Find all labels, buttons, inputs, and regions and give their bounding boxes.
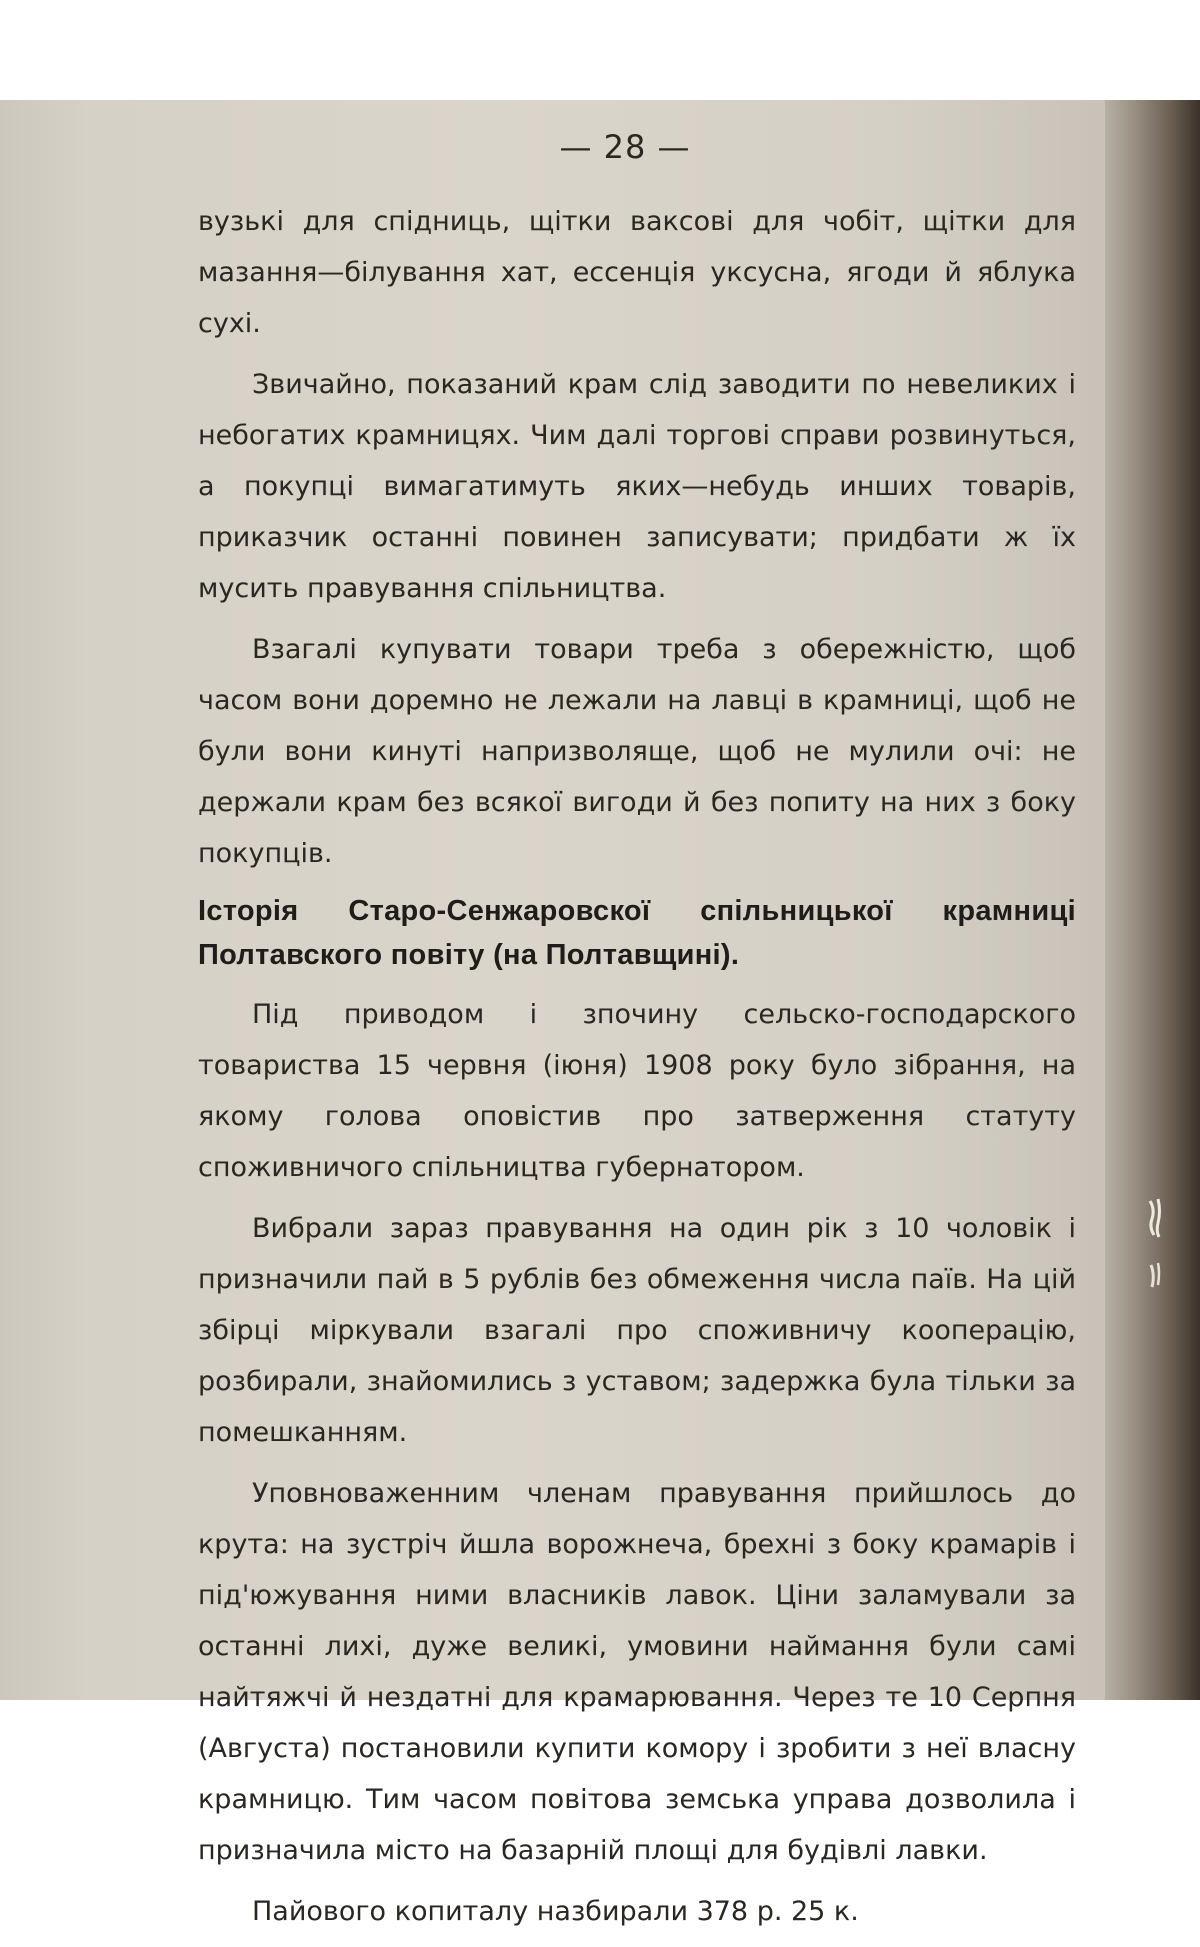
paragraph: Вибрали зараз правування на один рік з 10 чоловік і призначили пай в 5 рублів без обмеження числа паїв. На цій збірці міркували взагалі про споживничу кооперацію, розбирали, знайомились з уставом; задержка була тільки за помешканням. xyxy=(198,1213,1076,1448)
paragraph: Звичайно, показаний крам слід заводити по невеликих і небогатих крамницях. Чим далі торгові справи розвинуться, а покупці вимагатимуть яких—небудь инших товарів, приказчик останні повинен записувати; придбати ж їх мусить правування спільництва. xyxy=(198,369,1076,604)
paragraph: Взагалі купувати товари треба з обережністю, щоб часом вони доремно не лежали на лавці в крамниці, щоб не були вони кинуті напризволяще, щоб не мулили очі: не держали крам без всякої вигоди й без попиту на них з боку покупців. xyxy=(198,634,1076,869)
paragraph: Уповноваженним членам правування прийшлось до крута: на зустріч йшла ворожнеча, брехні з боку крамарів і під'южування ними власників лавок. Ціни заламували за останні лихі, дуже великі, умовини наймання були самі найтяжчі й нездатні для крамарювання. Через те 10 Серпня (Августа) постановили купити комору і зробити з неї власну крамницю. Тим часом повітова земська управа дозволила і призначила місто на базарній площі для будівлі лавки. xyxy=(198,1478,1076,1866)
page-text xyxy=(198,196,1076,1947)
section-heading: Історія Старо-Сенжаровскої спільницької крамниці Полтавского повіту (на Полтавщині). xyxy=(198,895,1076,971)
paragraph: Під приводом і зпочину сельско-господарского товариства 15 червня (іюня) 1908 року було зібрання, на якому голова оповістив про затверження статуту споживничого спільництва губернатором. xyxy=(198,999,1076,1183)
book-spine-edge xyxy=(1105,100,1200,1700)
paragraph-continuation: вузькі для спідниць, щітки ваксові для чобіт, щітки для мазання—білування хат, ессенція уксусна, ягоди й яблука сухі. xyxy=(198,206,1076,339)
page-number: — 28 — xyxy=(559,128,691,166)
paragraph: Пайового копиталу назбирали 378 р. 25 к. xyxy=(252,1896,859,1927)
binding-stitch-icon xyxy=(1146,1195,1164,1305)
